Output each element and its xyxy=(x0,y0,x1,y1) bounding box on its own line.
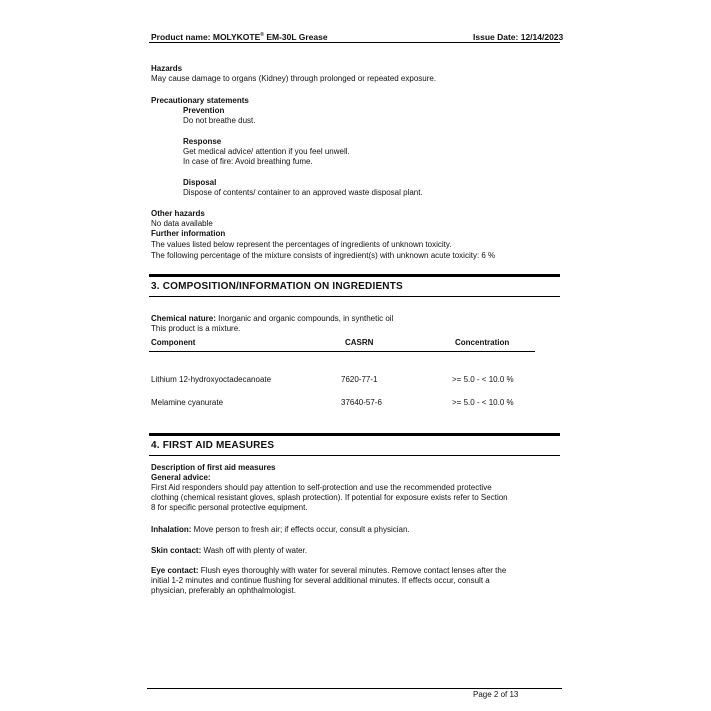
precautionary-title: Precautionary statements xyxy=(151,96,249,105)
general-advice-title: General advice: xyxy=(151,473,211,482)
table-header-rule xyxy=(149,351,535,352)
general-advice-line-1: First Aid responders should pay attention to self-protection and use the recommended protective xyxy=(151,483,492,492)
product-name xyxy=(151,32,328,42)
chemical-nature xyxy=(151,314,393,324)
eye-contact-line-3: physician, preferably an ophthalmologist. xyxy=(151,586,296,595)
response-line-1: Get medical advice/ attention if you feel unwell. xyxy=(183,147,350,156)
prevention-title: Prevention xyxy=(183,106,225,115)
mixture-text: This product is a mixture. xyxy=(151,324,241,333)
row-component: Lithium 12-hydroxyoctadecanoate xyxy=(151,375,272,384)
prevention-text: Do not breathe dust. xyxy=(183,116,256,125)
other-hazards-text: No data available xyxy=(151,219,213,228)
disposal-title: Disposal xyxy=(183,178,217,187)
skin-contact xyxy=(151,546,307,556)
hazards-text: May cause damage to organs (Kidney) through prolonged or repeated exposure. xyxy=(151,74,437,83)
row-concentration: >= 5.0 - < 10.0 % xyxy=(452,398,514,407)
column-header-casrn: CASRN xyxy=(345,338,374,347)
product-name-rest: EM-30L Grease xyxy=(263,32,328,42)
section-4-bottom-rule xyxy=(149,455,560,456)
chemical-nature-label: Chemical nature: xyxy=(151,314,216,323)
general-advice-line-2: clothing (chemical resistant gloves, splash protection). If potential for exposure exists refer to Section xyxy=(151,493,508,502)
further-info-line-2: The following percentage of the mixture consists of ingredient(s) with unknown acute toxicity: 6 % xyxy=(151,251,496,260)
first-aid-description-title: Description of first aid measures xyxy=(151,463,276,472)
product-name-label: Product name: MOLYKOTE xyxy=(151,32,261,42)
chemical-nature-value: Inorganic and organic compounds, in synthetic oil xyxy=(215,314,394,323)
section-4-title: 4. FIRST AID MEASURES xyxy=(151,440,275,451)
row-casrn: 37640-57-6 xyxy=(341,398,382,407)
column-header-component: Component xyxy=(151,338,196,347)
skin-contact-text: Wash off with plenty of water. xyxy=(201,546,308,555)
inhalation xyxy=(151,525,410,535)
eye-contact-line-2: initial 1-2 minutes and continue flushing for several additional minutes. If effects occur, consult a xyxy=(151,576,490,585)
registered-mark: ® xyxy=(260,32,264,39)
further-info-line-1: The values listed below represent the percentages of ingredients of unknown toxicity. xyxy=(151,240,452,249)
eye-contact xyxy=(151,566,506,576)
issue-date: Issue Date: 12/14/2023 xyxy=(473,32,564,42)
row-casrn: 7620-77-1 xyxy=(341,375,378,384)
section-4-top-rule xyxy=(149,433,560,436)
general-advice-line-3: 8 for specific personal protective equipment. xyxy=(151,503,308,512)
response-title: Response xyxy=(183,137,222,146)
column-header-concentration: Concentration xyxy=(455,338,510,347)
footer-rule xyxy=(147,688,562,689)
row-component: Melamine cyanurate xyxy=(151,398,224,407)
skin-contact-label: Skin contact: xyxy=(151,546,202,555)
header-rule xyxy=(149,42,560,43)
disposal-text: Dispose of contents/ container to an approved waste disposal plant. xyxy=(183,188,423,197)
hazards-title: Hazards xyxy=(151,64,183,73)
other-hazards-title: Other hazards xyxy=(151,209,205,218)
section-3-title: 3. COMPOSITION/INFORMATION ON INGREDIENTS xyxy=(151,281,403,292)
eye-contact-line-1: Flush eyes thoroughly with water for several minutes. Remove contact lenses after the xyxy=(198,566,507,575)
row-concentration: >= 5.0 - < 10.0 % xyxy=(452,375,514,384)
section-3-top-rule xyxy=(149,274,560,277)
eye-contact-label: Eye contact: xyxy=(151,566,199,575)
inhalation-text: Move person to fresh air; if effects occur, consult a physician. xyxy=(191,525,410,534)
inhalation-label: Inhalation: xyxy=(151,525,192,534)
response-line-2: In case of fire: Avoid breathing fume. xyxy=(183,157,313,166)
section-3-bottom-rule xyxy=(149,296,560,297)
further-info-title: Further information xyxy=(151,229,226,238)
page-number: Page 2 of 13 xyxy=(473,690,519,699)
